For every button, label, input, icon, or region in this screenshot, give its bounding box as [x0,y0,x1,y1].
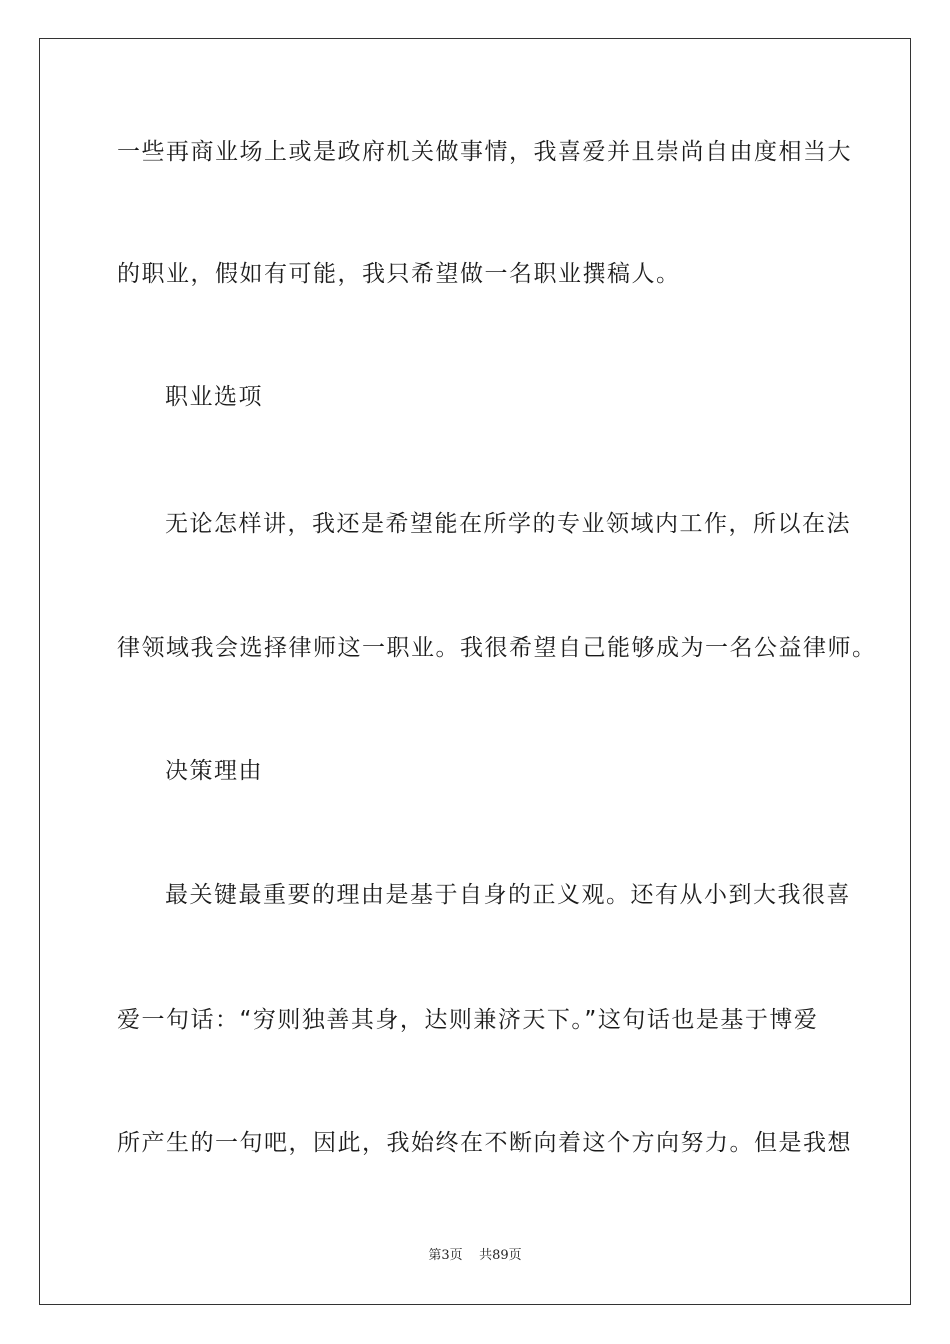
paragraph-line: 爱一句话：“穷则独善其身，达则兼济天下。”这句话也是基于博爱 [117,1007,819,1033]
total-pages: 共89页 [479,1248,522,1263]
page-footer [0,1247,950,1265]
section-heading-career-options: 职业选项 [165,384,263,410]
paragraph-line: 所产生的一句吧，因此，我始终在不断向着这个方向努力。但是我想 [117,1130,852,1156]
paragraph-line: 最关键最重要的理由是基于自身的正义观。还有从小到大我很喜 [165,882,851,908]
paragraph-line: 的职业，假如有可能，我只希望做一名职业撰稿人。 [117,261,681,287]
page-number: 第3页 [428,1248,463,1263]
paragraph-line: 律领域我会选择律师这一职业。我很希望自己能够成为一名公益律师。 [117,635,877,661]
paragraph-line: 一些再商业场上或是政府机关做事情，我喜爱并且崇尚自由度相当大 [117,139,852,165]
page-border [39,38,911,1305]
paragraph-line: 无论怎样讲，我还是希望能在所学的专业领域内工作，所以在法 [165,511,851,537]
section-heading-decision-reasons: 决策理由 [165,758,263,784]
